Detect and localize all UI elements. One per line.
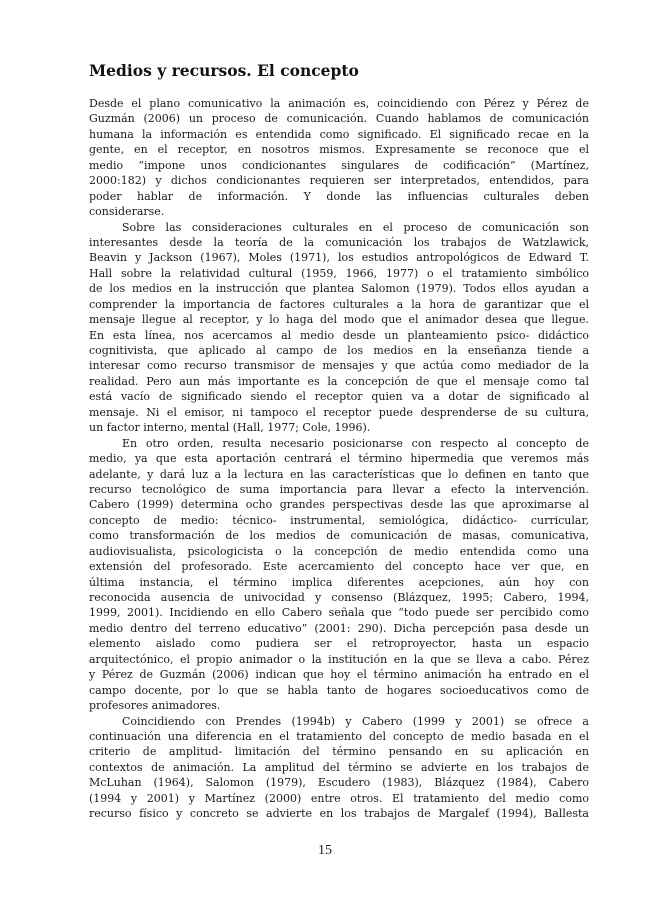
text-line: criterio de amplitud- limitación del término pensando en su aplicación en (89, 745, 589, 759)
text-line: McLuhan (1964), Salomon (1979), Escudero (1983), Blázquez (1984), Cabero (89, 776, 589, 790)
text-line: interesantes desde la teoría de la comunicación los trabajos de Watzlawick, (89, 235, 589, 249)
text-line: gente, en el receptor, en nosotros mismos. Expresamente se reconoce que el (89, 143, 589, 157)
text-line: Hall sobre la relatividad cultural (1959, 1966, 1977) o el tratamiento simbólico (89, 266, 589, 280)
paragraph (89, 220, 589, 436)
text-line: última instancia, el término implica diferentes acepciones, aún hoy con (89, 575, 589, 589)
text-line: un factor interno, mental (Hall, 1977; Cole, 1996). (89, 421, 371, 435)
text-line: interesar como recurso transmisor de mensajes y que actúa como mediador de la (89, 359, 589, 373)
text-line: Beavin y Jackson (1967), Moles (1971), los estudios antropológicos de Edward T. (89, 251, 589, 265)
text-line: mensaje. Ni el emisor, ni tampoco el receptor puede desprenderse de su cultura, (89, 405, 589, 419)
text-line: contextos de animación. La amplitud del término se advierte en los trabajos de (89, 760, 589, 774)
text-line: audiovisualista, psicologicista o la concepción de medio entendida como una (89, 544, 589, 558)
text-line: mensaje llegue al receptor, y lo haga del modo que el animador desea que llegue. (89, 313, 589, 327)
text-line: En esta línea, nos acercamos al medio desde un planteamiento psico- didáctico (89, 328, 589, 342)
paragraph (89, 436, 589, 714)
text-line: comprender la importancia de factores culturales a la hora de garantizar que el (89, 297, 589, 311)
text-line: concepto de medio: técnico- instrumental, semiológica, didáctico- curricular, (89, 513, 589, 527)
page-number: 15 (318, 843, 332, 858)
text-line: recurso tecnológico de suma importancia para llevar a efecto la intervención. (89, 482, 589, 496)
text-line: Desde el plano comunicativo la animación es, coincidiendo con Pérez y Pérez de (89, 97, 589, 110)
text-line: campo docente, por lo que se habla tanto de hogares socioeducativos como de (89, 683, 589, 697)
text-line: reconocida ausencia de univocidad y consenso (Blázquez, 1995; Cabero, 1994, (89, 591, 589, 604)
text-line: (1994 y 2001) y Martínez (2000) entre otros. El tratamiento del medio como (89, 791, 589, 805)
text-line: Sobre las consideraciones culturales en el proceso de comunicación son (122, 220, 589, 234)
text-line: adelante, y dará luz a la lectura en las características que lo definen en tanto que (89, 467, 589, 481)
text-line: de los medios en la instrucción que plantea Salomon (1979). Todos ellos ayudan a (89, 282, 589, 296)
text-line: poder hablar de información. Y donde las influencias culturales deben (89, 189, 589, 203)
text-line: Cabero (1999) determina ocho grandes perspectivas desde las que aproximarse al (89, 498, 589, 512)
text-line: humana la información es entendida como significado. El significado recae en la (89, 127, 589, 141)
text-line: realidad. Pero aun más importante es la concepción de que el mensaje como tal (89, 374, 589, 388)
paragraph (89, 714, 589, 822)
text-line: 2000:182) y dichos condicionantes requieren ser interpretados, entendidos, para (89, 174, 589, 188)
paragraph (89, 96, 589, 220)
text-line: 1999, 2001). Incidiendo en ello Cabero señala que “todo puede ser percibido como (89, 606, 589, 620)
text-line: profesores animadores. (89, 699, 221, 713)
text-line: continuación una diferencia en el tratamiento del concepto de medio basada en el (89, 729, 589, 743)
text-line: elemento aislado como pudiera ser el retroproyector, hasta un espacio (89, 637, 589, 651)
text-line: medio, ya que esta aportación centrará el término hipermedia que veremos más (89, 452, 589, 466)
text-line: En otro orden, resulta necesario posicionarse con respecto al concepto de (122, 436, 589, 450)
text-line: está vacío de significado siendo el receptor quien va a dotar de significado al (89, 390, 589, 404)
document-body (89, 96, 589, 822)
text-line: Coincidiendo con Prendes (1994b) y Cabero (1999 y 2001) se ofrece a (122, 714, 589, 728)
text-line: arquitectónico, el propio animador o la institución en la que se lleva a cabo. Pérez (89, 652, 589, 666)
text-line: recurso físico y concreto se advierte en los trabajos de Margalef (1994), Ballesta (89, 807, 589, 821)
text-line: y Pérez de Guzmán (2006) indican que hoy el término animación ha entrado en el (89, 668, 589, 682)
text-line: considerarse. (89, 205, 165, 219)
text-line: medio “impone unos condicionantes singulares de codificación” (Martínez, (89, 158, 589, 172)
section-title: Medios y recursos. El concepto (89, 61, 359, 80)
text-line: como transformación de los medios de comunicación de masas, comunicativa, (89, 529, 589, 543)
text-line: cognitivista, que aplicado al campo de los medios en la enseñanza tiende a (89, 344, 589, 357)
text-line: Guzmán (2006) un proceso de comunicación. Cuando hablamos de comunicación (89, 112, 589, 126)
text-line: extensión del profesorado. Este acercamiento del concepto hace ver que, en (89, 560, 589, 574)
text-line: medio dentro del terreno educativo” (2001: 290). Dicha percepción pasa desde un (89, 621, 589, 635)
